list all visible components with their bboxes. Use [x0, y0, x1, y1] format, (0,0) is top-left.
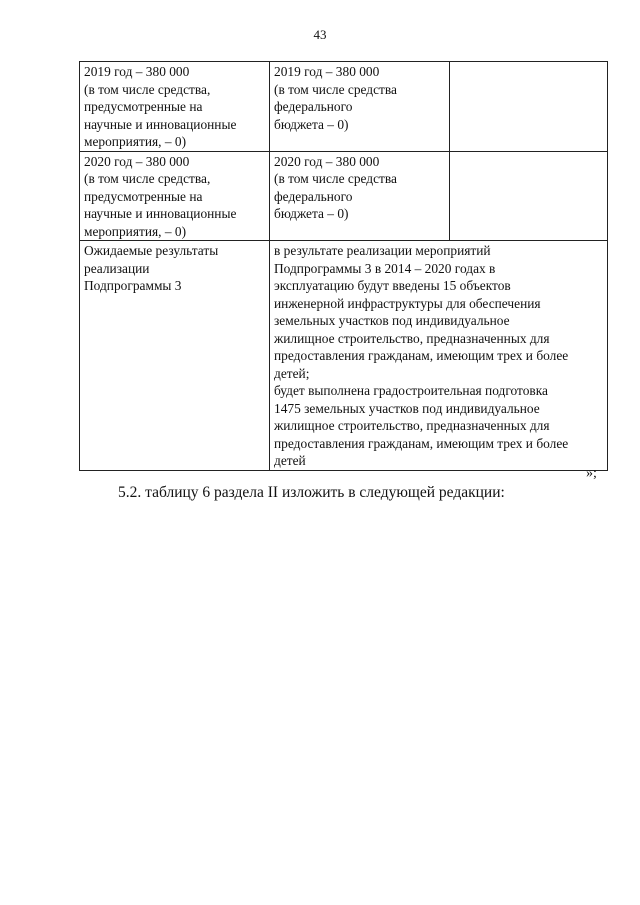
cell-line: научные и инновационные	[84, 116, 237, 132]
cell-line: научные и инновационные	[84, 206, 237, 221]
cell-line: федерального	[274, 188, 353, 204]
table-row	[80, 62, 608, 152]
cell-line: федерального	[274, 99, 353, 114]
cell-line: земельных участков под индивидуальное	[274, 313, 510, 328]
cell-line: Подпрограммы 3 в 2014 – 2020 годах в	[274, 260, 496, 276]
closing-quote: »;	[586, 466, 597, 481]
table-row-results	[80, 241, 608, 471]
cell-line: Подпрограммы 3	[84, 278, 182, 293]
page-number: 43	[313, 27, 327, 42]
cell-line: в результате реализации мероприятий	[274, 243, 491, 258]
cell-line: (в том числе средства,	[84, 81, 211, 97]
cell-line: (в том числе средства,	[84, 171, 211, 186]
cell-line: предусмотренные на	[84, 99, 203, 114]
cell-line: 2019 год – 380 000	[274, 64, 380, 79]
results-text-cell	[270, 241, 608, 471]
cell-line: жилищное строительство, предназначенных для	[274, 418, 550, 433]
cell-line: бюджета – 0)	[274, 116, 349, 132]
cell-line: детей	[274, 453, 306, 468]
cell-line: Ожидаемые результаты	[84, 243, 219, 258]
cell-line: предусмотренные на	[84, 188, 203, 204]
cell-line: жилищное строительство, предназначенных для	[274, 330, 550, 346]
cell-line: эксплуатацию будут введены 15 объектов	[274, 278, 511, 293]
table-cell-empty	[450, 151, 608, 241]
cell-line: мероприятия, – 0)	[84, 223, 187, 239]
cell-line: инженерной инфраструктуры для обеспечения	[274, 295, 541, 311]
table-cell	[270, 151, 450, 241]
table-cell-empty	[450, 62, 608, 152]
cell-line: 2019 год – 380 000	[84, 64, 190, 79]
cell-line: предоставления гражданам, имеющим трех и более	[274, 348, 569, 363]
cell-line: детей;	[274, 365, 310, 381]
table-cell	[270, 62, 450, 152]
cell-line: 2020 год – 380 000	[274, 153, 380, 169]
results-label-cell	[80, 241, 270, 471]
table-cell	[80, 62, 270, 152]
cell-line: (в том числе средства	[274, 171, 397, 186]
cell-line: предоставления гражданам, имеющим трех и более	[274, 435, 569, 451]
amendment-instruction: 5.2. таблицу 6 раздела II изложить в следующей редакции:	[118, 484, 505, 501]
cell-line: 2020 год – 380 000	[84, 153, 190, 169]
cell-line: 1475 земельных участков под индивидуальное	[274, 400, 540, 416]
table-row	[80, 151, 608, 241]
table-cell	[80, 151, 270, 241]
cell-line: бюджета – 0)	[274, 206, 349, 221]
subprogram-table	[79, 61, 608, 471]
cell-line: реализации	[84, 260, 150, 276]
cell-line: будет выполнена градостроительная подготовка	[274, 383, 548, 398]
cell-line: (в том числе средства	[274, 81, 397, 97]
cell-line: мероприятия, – 0)	[84, 134, 187, 149]
